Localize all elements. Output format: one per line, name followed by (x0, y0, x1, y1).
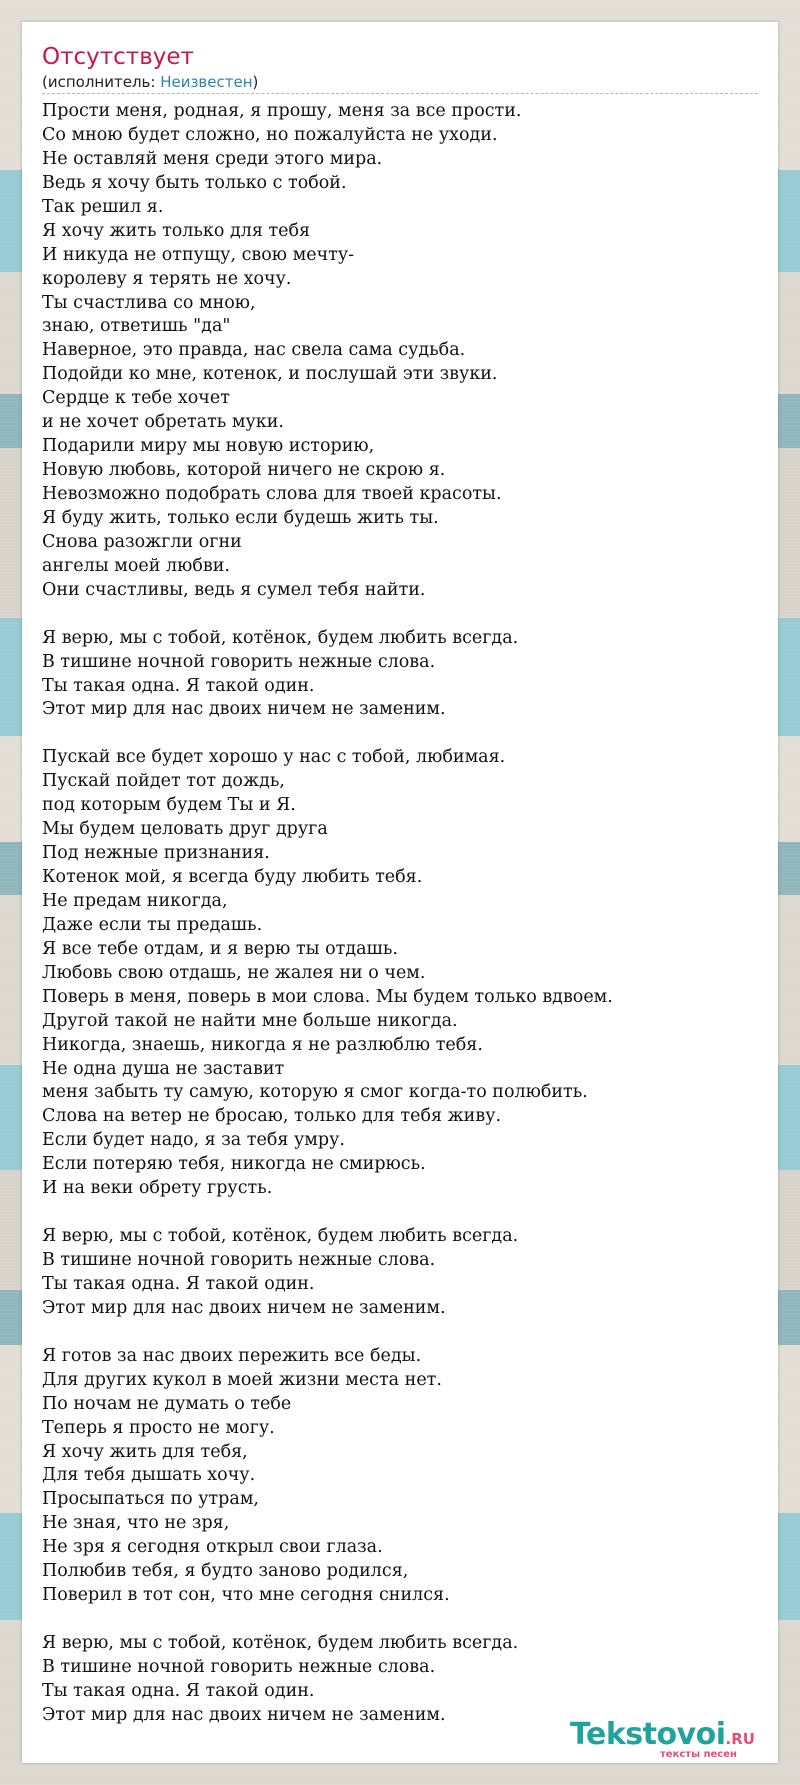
lyrics-text: Прости меня, родная, я прошу, меня за все прости. Со мною будет сложно, но пожалуйста не уходи. Не оставляй меня среди этого мира. Ведь я хочу быть только с тобой. Так решил я. Я хочу жить только для тебя И никуда не отпущу, свою мечту- королеву я терять не хочу. Ты счастлива со мною, знаю, ответишь "да" Наверное, это правда, нас свела сама судьба. Подойди ко мне, котенок, и послушай эти звуки. Сердце к тебе хочет и не хочет обретать муки. Подарили миру мы новую историю, Новую любовь, которой ничего не скрою я. Невозможно подобрать слова для твоей красоты. Я буду жить, только если будешь жить ты. Снова разожгли огни ангелы моей любви. Они счастливы, ведь я сумел тебя найти. Я верю, мы с тобой, котёнок, будем любить всегда. В тишине ночной говорить нежные слова. Ты такая одна. Я такой один. Этот мир для нас двоих ничем не заменим. Пускай все будет хорошо у нас с тобой, любимая. Пускай пойдет тот дождь, под которым будем Ты и Я. Мы будем целовать друг друга Под нежные признания. Котенок мой, я всегда буду любить тебя. Не предам никогда, Даже если ты предашь. Я все тебе отдам, и я верю ты отдашь. Любовь свою отдашь, не жалея ни о чем. Поверь в меня, поверь в мои слова. Мы будем только вдвоем. Другой такой не найти мне больше никогда. Никогда, знаешь, никогда я не разлюблю тебя. Не одна душа не заставит меня забыть ту самую, которую я смог когда-то полюбить. Слова на ветер не бросаю, только для тебя живу. Если будет надо, я за тебя умру. Если потеряю тебя, никогда не смирюсь. И на веки обрету грусть. Я верю, мы с тобой, котёнок, будем любить всегда. В тишине ночной говорить нежные слова. Ты такая одна. Я такой один. Этот мир для нас двоих ничем не заменим. Я готов за нас двоих пережить все беды. Для других кукол в моей жизни места нет. По ночам не думать о тебе Теперь я просто не могу. Я хочу жить для тебя, Для тебя дышать хочу. Просыпаться по утрам, Не зная, что не зря, Не зря я сегодня открыл свои глаза. Полюбив тебя, я будто заново родился, Поверил в тот сон, что мне сегодня снился. Я верю, мы с тобой, котёнок, будем любить всегда. В тишине ночной говорить нежные слова. Ты такая одна. Я такой один. Этот мир для нас двоих ничем не заменим. (42, 101, 613, 1725)
lyrics-card (22, 22, 778, 1763)
song-title: Отсутствует (42, 44, 194, 70)
artist-prefix: (исполнитель: (42, 73, 161, 91)
artist-line (42, 72, 758, 94)
artist-suffix: ) (252, 73, 259, 91)
logo-tagline: тексты песен (660, 1749, 737, 1760)
artist-link[interactable]: Неизвестен (160, 73, 253, 91)
logo-domain: .RU (725, 1730, 755, 1748)
logo-main-text: Tekstovoi (570, 1717, 726, 1752)
site-logo[interactable] (570, 1718, 770, 1764)
